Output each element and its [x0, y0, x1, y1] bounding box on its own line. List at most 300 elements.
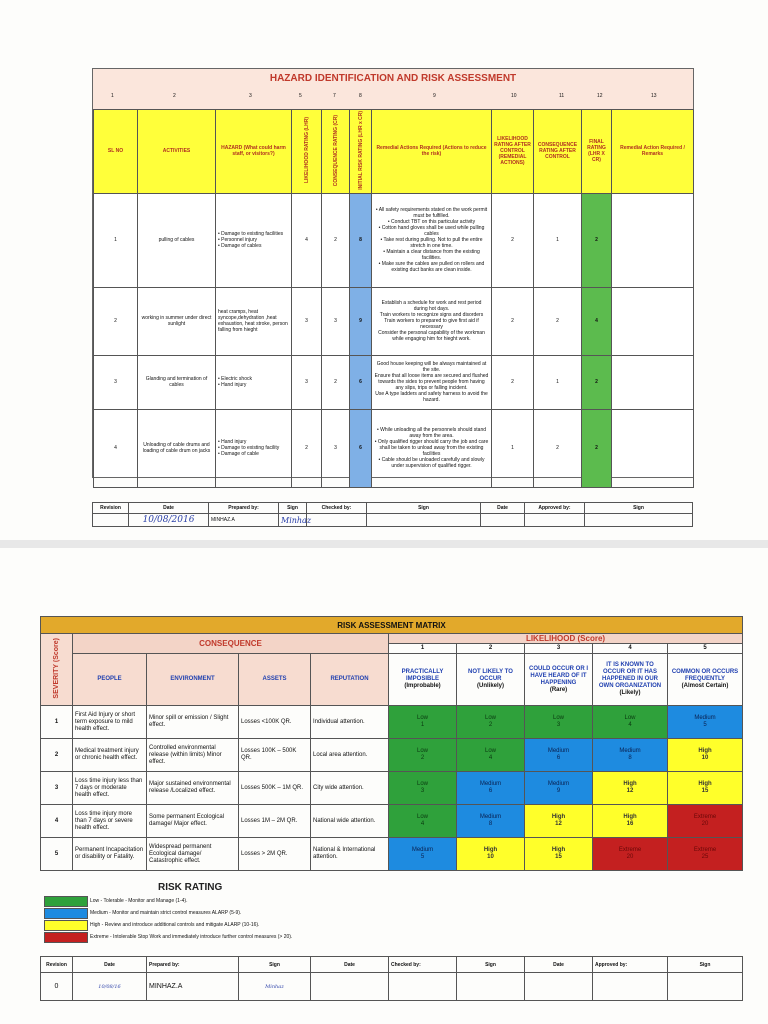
environment-cell: Some permanent Ecological damage/ Major effect.	[147, 805, 239, 838]
severity-row	[41, 772, 743, 805]
header-irr-text: INITIAL RISK RATING (LHR x CR)	[357, 111, 364, 190]
legend-text: Extreme - Intolerable Stop Work and immediately introduce further control measures (> 20).	[90, 934, 293, 940]
legend-swatch	[44, 920, 88, 931]
remedial-line: • Maintain a clear distance from the existing facilities.	[383, 249, 480, 262]
hira-header-row	[94, 110, 694, 194]
likelihood-desc-row	[41, 654, 743, 706]
risk-value: 3	[556, 722, 561, 728]
handwritten-date: 10/08/2016	[129, 514, 209, 527]
date2-label: Date	[311, 957, 389, 973]
rev-value	[93, 514, 129, 527]
risk-cell-high	[593, 805, 668, 838]
likelihood-text: NOT LIKELY TO OCCUR	[468, 669, 513, 682]
assets-cell: Losses > 2M QR.	[239, 838, 311, 871]
header-cr	[322, 110, 350, 194]
remedial-cell	[372, 193, 492, 287]
risk-level: Low	[484, 715, 496, 721]
risk-value: 8	[488, 821, 493, 827]
risk-cell-medium	[525, 739, 593, 772]
risk-level: High	[698, 748, 712, 754]
risk-value: 16	[626, 821, 634, 827]
risk-cell-low	[457, 706, 525, 739]
matrix-group-row	[41, 634, 743, 644]
risk-cell-medium	[389, 838, 457, 871]
remedial-line: • Take rest during pulling. Not to pull the entire stretch in one time.	[380, 237, 483, 250]
risk-value: 12	[555, 821, 562, 827]
sign2-label: Sign	[457, 957, 525, 973]
cr-cell: 3	[322, 287, 350, 355]
hira-body	[94, 193, 694, 487]
cr-cell: 2	[322, 193, 350, 287]
rev-label: Revision	[93, 503, 129, 514]
lhr-after-cell: 2	[492, 193, 534, 287]
date3-label: Date	[525, 957, 593, 973]
likelihood-desc	[389, 654, 457, 706]
likelihood-sub: (Unlikely)	[476, 683, 504, 689]
severity-label-text: SEVERITY (Score)	[53, 637, 60, 699]
col-number: 9	[433, 93, 436, 99]
activity-cell: Glanding and termination of cables	[138, 355, 216, 409]
risk-level: High	[483, 847, 498, 853]
likelihood-desc	[457, 654, 525, 706]
signature: Minhaz	[279, 514, 307, 527]
sl-cell: 1	[94, 193, 138, 287]
likelihood-score: 2	[457, 644, 525, 654]
risk-cell-extreme	[668, 838, 743, 871]
prepared-label: Prepared by:	[147, 957, 239, 973]
sign3-label: Sign	[585, 503, 693, 514]
final-rating-cell: 2	[582, 193, 612, 287]
matrix-title: RISK ASSESSMENT MATRIX	[41, 617, 743, 634]
people-cell: Permanent Incapacitation or disability or Fatality.	[73, 838, 147, 871]
header-final: FINAL RATING (LHR X CR)	[582, 110, 612, 194]
risk-level: Extreme	[693, 847, 717, 853]
severity-axis-label	[41, 634, 73, 706]
date2-value	[311, 973, 389, 1001]
date-label: Date	[129, 503, 209, 514]
risk-level: High	[698, 781, 712, 787]
risk-level: Extreme	[618, 847, 642, 853]
remedial-line: Ensure that all loose items are secured and flushed towards the sides to prevent people from having any slips, trips or falling incident.	[374, 373, 489, 392]
risk-value: 9	[556, 788, 561, 794]
likelihood-desc	[593, 654, 668, 706]
environment-cell: Major sustained environmental release /Localized effect.	[147, 772, 239, 805]
initial-risk-cell: 8	[350, 193, 372, 287]
people-cell: First Aid Injury or short term exposure to mild health effect.	[73, 706, 147, 739]
hazard-line: • Damage to existing facilities	[218, 231, 284, 238]
hira-form	[92, 68, 694, 478]
col-number: 8	[359, 93, 362, 99]
risk-cell-low	[389, 772, 457, 805]
hazard-line: • Damage to existing facility	[218, 445, 280, 452]
risk-level: Low	[416, 748, 428, 754]
risk-level: Low	[416, 781, 428, 787]
risk-level: High	[551, 847, 566, 853]
environment-cell: Controlled environmental release (within limits) Minor effect.	[147, 739, 239, 772]
lhr-after-cell: 2	[492, 287, 534, 355]
cr-cell: 3	[322, 409, 350, 487]
risk-rating-title: RISK RATING	[158, 882, 223, 893]
header-lhr	[292, 110, 322, 194]
category-reputation: REPUTATION	[311, 654, 389, 706]
cr-after-cell: 1	[534, 355, 582, 409]
category-assets: ASSETS	[239, 654, 311, 706]
sl-cell: 3	[94, 355, 138, 409]
remedial-line: Use A type ladders and safety harness to avoid the hazard.	[375, 391, 488, 404]
activity-cell: working in summer under direct sunlight	[138, 287, 216, 355]
legend-swatch	[44, 932, 88, 943]
risk-cell-low	[593, 706, 668, 739]
legend-item	[44, 920, 584, 931]
header-remedial: Remedial Actions Required (Actions to reduce the risk)	[372, 110, 492, 194]
remarks-cell	[612, 409, 694, 487]
remedial-line: Train workers to prepared to give first aid if necessary	[384, 318, 479, 331]
likelihood-sub: (Likely)	[619, 690, 641, 696]
risk-cell-medium	[525, 772, 593, 805]
consequence-label: CONSEQUENCE	[73, 634, 389, 654]
prepared-value: MINHAZ.A	[209, 514, 279, 527]
risk-value: 3	[420, 788, 425, 794]
revision-value-row	[93, 514, 693, 527]
reputation-cell: National wide attention.	[311, 805, 389, 838]
risk-level: High	[623, 814, 637, 820]
likelihood-sub: (Almost Certain)	[681, 683, 729, 689]
hazard-line: • Hand injury	[218, 439, 247, 446]
sign3-label: Sign	[668, 957, 743, 973]
risk-level: Medium	[694, 715, 716, 721]
prepared-value: MINHAZ.A	[147, 973, 239, 1001]
risk-value: 6	[556, 755, 561, 761]
initial-risk-cell: 6	[350, 355, 372, 409]
risk-value: 5	[703, 722, 707, 728]
remedial-cell	[372, 287, 492, 355]
remedial-line: • All safety requirements stated on the work permit must be fulfilled.	[375, 207, 488, 220]
final-rating-cell: 2	[582, 409, 612, 487]
severity-row	[41, 706, 743, 739]
legend-text: High - Review and introduce additional controls and mitigate ALARP (10-16).	[90, 922, 260, 928]
likelihood-score: 3	[525, 644, 593, 654]
approved-label: Approved by:	[525, 503, 585, 514]
header-hazard: HAZARD (What could harm staff, or visitors?)	[216, 110, 292, 194]
risk-level: Low	[416, 715, 428, 721]
risk-value: 4	[420, 821, 425, 827]
lhr-after-cell: 2	[492, 355, 534, 409]
header-sl: SL NO	[94, 110, 138, 194]
people-cell: Medical treatment injury or chronic health effect.	[73, 739, 147, 772]
column-number-row	[93, 89, 693, 109]
remedial-line: • Conduct TBT on this particular activity	[387, 219, 476, 226]
risk-cell-extreme	[593, 838, 668, 871]
risk-value: 25	[701, 854, 709, 860]
risk-value: 2	[488, 722, 493, 728]
remarks-cell	[612, 355, 694, 409]
remedial-cell	[372, 355, 492, 409]
risk-matrix-sheet	[0, 548, 768, 1024]
reputation-cell: National & International attention.	[311, 838, 389, 871]
risk-cell-medium	[457, 805, 525, 838]
sign-label: Sign	[279, 503, 307, 514]
risk-value: 10	[487, 854, 494, 860]
risk-level: High	[623, 781, 637, 787]
likelihood-score: 1	[389, 644, 457, 654]
risk-level: Medium	[479, 814, 502, 820]
risk-cell-high	[525, 838, 593, 871]
sign3-value	[585, 514, 693, 527]
risk-cell-medium	[668, 706, 743, 739]
likelihood-sub: (Improbable)	[404, 683, 441, 689]
hira-row	[94, 355, 694, 409]
approved-value	[525, 514, 585, 527]
likelihood-text: COULD OCCUR OR I HAVE HEARD OF IT HAPPENING	[529, 665, 588, 686]
initial-risk-cell: 9	[350, 287, 372, 355]
remedial-line: Train workers to recognize signs and disorders	[379, 312, 484, 319]
category-environment: ENVIRONMENT	[147, 654, 239, 706]
sign3-value	[668, 973, 743, 1001]
header-remarks: Remedial Action Required / Remarks	[612, 110, 694, 194]
assets-cell: Losses 100K – 500K QR.	[239, 739, 311, 772]
risk-value: 4	[628, 722, 632, 728]
header-activities: ACTIVITIES	[138, 110, 216, 194]
risk-level: Medium	[547, 781, 570, 787]
environment-cell: Minor spill or emission / Slight effect.	[147, 706, 239, 739]
activity-cell: pulling of cables	[138, 193, 216, 287]
date2-label: Date	[481, 503, 525, 514]
date2-value	[481, 514, 525, 527]
header-cr-text: CONSEQUENCE RATING (CR)	[332, 114, 339, 186]
remedial-line: • Only qualified rigger should carry the job and care shall be taken to unload away from the existing facilities	[374, 439, 489, 458]
risk-level: High	[551, 814, 566, 820]
risk-level: Medium	[619, 748, 641, 754]
remedial-line: Consider the personal capability of the workman while engaging him for hieght work.	[378, 330, 485, 343]
col-number: 1	[111, 93, 114, 99]
approved-value	[593, 973, 668, 1001]
risk-value: 1	[420, 722, 425, 728]
risk-level: Low	[484, 748, 496, 754]
col-number: 12	[597, 93, 603, 99]
remedial-line: • Make sure the cables are pulled on rollers and existing duct banks are clean inside.	[378, 261, 485, 274]
revision-header-row	[93, 503, 693, 514]
severity-score: 4	[41, 805, 73, 838]
risk-level: Low	[416, 814, 428, 820]
risk-cell-low	[457, 739, 525, 772]
hazard-cell	[216, 193, 292, 287]
risk-cell-high	[668, 739, 743, 772]
sign2-label: Sign	[367, 503, 481, 514]
remedial-line: • While unloading all the personnels should stand away from the area.	[376, 427, 487, 440]
legend-swatch	[44, 896, 88, 907]
environment-cell: Widespread permanent Ecological damage/ Catastrophic effect.	[147, 838, 239, 871]
hira-row	[94, 409, 694, 487]
matrix-body	[41, 706, 743, 871]
revision-header-row	[41, 957, 743, 973]
checked-label: Checked by:	[307, 503, 367, 514]
activity-cell: Unloading of cable drums and loading of cable drum on jacks	[138, 409, 216, 487]
cr-after-cell: 2	[534, 287, 582, 355]
lhr-cell: 3	[292, 287, 322, 355]
assets-cell: Losses <100K QR.	[239, 706, 311, 739]
people-cell: Loss time injury less than 7 days or moderate health effect.	[73, 772, 147, 805]
remedial-line: • Cotton hand gloves shall be used while pulling cables	[378, 225, 485, 238]
reputation-cell: Individual attention.	[311, 706, 389, 739]
severity-score: 2	[41, 739, 73, 772]
sign2-value	[457, 973, 525, 1001]
col-number: 3	[249, 93, 252, 99]
sign2-value	[367, 514, 481, 527]
matrix-title-row	[41, 617, 743, 634]
header-lhr-text: LIKELIHOOD RATING (LHR)	[303, 117, 310, 184]
hazard-line: • Hand injury	[218, 382, 247, 389]
risk-level: Low	[552, 715, 564, 721]
severity-score: 5	[41, 838, 73, 871]
col-number: 5	[299, 93, 302, 99]
initial-risk-cell: 6	[350, 409, 372, 487]
col-number: 10	[511, 93, 517, 99]
severity-row	[41, 739, 743, 772]
hira-row	[94, 193, 694, 287]
signature: Minhaz	[239, 973, 311, 1001]
risk-value: 12	[626, 788, 634, 794]
legend-text: Low - Tolerable - Monitor and Manage (1-4).	[90, 898, 188, 904]
risk-value: 20	[701, 821, 709, 827]
severity-score: 3	[41, 772, 73, 805]
risk-cell-high	[593, 772, 668, 805]
hazard-line: • Personnel injury	[218, 237, 257, 244]
risk-level: Medium	[547, 748, 570, 754]
risk-cell-low	[525, 706, 593, 739]
sign-label: Sign	[239, 957, 311, 973]
severity-score: 1	[41, 706, 73, 739]
risk-cell-high	[525, 805, 593, 838]
hira-table	[93, 109, 694, 488]
remedial-cell	[372, 409, 492, 487]
rev-value: 0	[41, 973, 73, 1001]
rev-label: Revision	[41, 957, 73, 973]
severity-row	[41, 805, 743, 838]
reputation-cell: Local area attention.	[311, 739, 389, 772]
risk-cell-high	[457, 838, 525, 871]
header-irr	[350, 110, 372, 194]
remarks-cell	[612, 193, 694, 287]
hazard-cell	[216, 355, 292, 409]
risk-level: Low	[624, 715, 636, 721]
final-rating-cell: 4	[582, 287, 612, 355]
hazard-line: heat cramps, heat syncope,dehydration ,heat exhaustion, heat stroke, person falling from hieght	[218, 309, 288, 334]
legend-item	[44, 908, 584, 919]
checked-label: Checked by:	[389, 957, 457, 973]
sl-cell: 4	[94, 409, 138, 487]
col-number: 2	[173, 93, 176, 99]
risk-value: 10	[701, 755, 709, 761]
date-label: Date	[73, 957, 147, 973]
header-lhr-after: LIKELIHOOD RATING AFTER CONTROL (REMEDIAL ACTIONS)	[492, 110, 534, 194]
revision-table-2	[40, 956, 743, 1001]
cr-cell: 2	[322, 355, 350, 409]
lhr-cell: 4	[292, 193, 322, 287]
category-people: PEOPLE	[73, 654, 147, 706]
likelihood-text: IT IS KNOWN TO OCCUR OR IT HAS HAPPENED IN OUR OWN ORGANIZATION	[598, 662, 662, 689]
date3-value	[525, 973, 593, 1001]
legend-swatch	[44, 908, 88, 919]
hazard-cell	[216, 287, 292, 355]
likelihood-text: COMMON OR OCCURS FREQUENTLY	[671, 669, 739, 682]
checked-value	[307, 514, 367, 527]
remedial-line: Good house keeping will be always maintained at the site.	[376, 361, 487, 374]
lhr-after-cell: 1	[492, 409, 534, 487]
likelihood-sub: (Rare)	[549, 686, 568, 693]
legend-item	[44, 932, 584, 943]
lhr-cell: 2	[292, 409, 322, 487]
hazard-line: • Electric shock	[218, 376, 252, 383]
likelihood-desc	[525, 654, 593, 706]
remedial-line: • Cable should be unloaded carefully and slowly under supervision of qualified rigger.	[378, 457, 485, 470]
likelihood-desc	[668, 654, 743, 706]
risk-value: 2	[420, 755, 425, 761]
risk-assessment-matrix	[40, 616, 743, 871]
risk-cell-high	[668, 772, 743, 805]
approved-label: Approved by:	[593, 957, 668, 973]
risk-level: Extreme	[693, 814, 717, 820]
risk-value: 6	[488, 788, 493, 794]
lhr-cell: 3	[292, 355, 322, 409]
risk-cell-extreme	[668, 805, 743, 838]
legend-item	[44, 896, 584, 907]
risk-value: 8	[628, 755, 632, 761]
assets-cell: Losses 500K – 1M QR.	[239, 772, 311, 805]
col-number: 11	[559, 93, 565, 99]
revision-value-row	[41, 973, 743, 1001]
hira-title: HAZARD IDENTIFICATION AND RISK ASSESSMENT	[93, 69, 693, 89]
sl-cell: 2	[94, 287, 138, 355]
col-number: 13	[651, 93, 657, 99]
likelihood-text: PRACTICALLY IMPOSIBLE	[401, 669, 444, 682]
reputation-cell: City wide attention.	[311, 772, 389, 805]
likelihood-label: LIKELIHOOD (Score)	[389, 634, 743, 644]
risk-cell-medium	[593, 739, 668, 772]
risk-value: 15	[701, 788, 709, 794]
prepared-label: Prepared by:	[209, 503, 279, 514]
remarks-cell	[612, 287, 694, 355]
col-number: 7	[333, 93, 336, 99]
cr-after-cell: 1	[534, 193, 582, 287]
risk-value: 5	[420, 854, 425, 860]
legend-text: Medium - Monitor and maintain strict control measures ALARP (5-9).	[90, 910, 242, 916]
hazard-line: • Damage of cable	[218, 451, 259, 458]
final-rating-cell: 2	[582, 355, 612, 409]
handwritten-date: 10/08/16	[73, 973, 147, 1001]
risk-level: Medium	[411, 847, 434, 853]
severity-row	[41, 838, 743, 871]
cr-after-cell: 2	[534, 409, 582, 487]
risk-value: 4	[488, 755, 493, 761]
people-cell: Loss time injury more than 7 days or severe health effect.	[73, 805, 147, 838]
risk-value: 15	[555, 854, 562, 860]
header-cr-after: CONSEQUENCE RATING AFTER CONTROL	[534, 110, 582, 194]
checked-value	[389, 973, 457, 1001]
revision-table-1	[92, 502, 693, 527]
hazard-line: • Damage of cables	[218, 243, 262, 250]
assets-cell: Losses 1M – 2M QR.	[239, 805, 311, 838]
hazard-cell	[216, 409, 292, 487]
risk-cell-low	[389, 805, 457, 838]
risk-level: Medium	[479, 781, 502, 787]
hira-row	[94, 287, 694, 355]
remedial-line: Establish a schedule for work and rest period during hot days.	[381, 300, 482, 313]
risk-value: 20	[626, 854, 634, 860]
likelihood-score: 5	[668, 644, 743, 654]
likelihood-score: 4	[593, 644, 668, 654]
risk-cell-medium	[457, 772, 525, 805]
risk-cell-low	[389, 706, 457, 739]
